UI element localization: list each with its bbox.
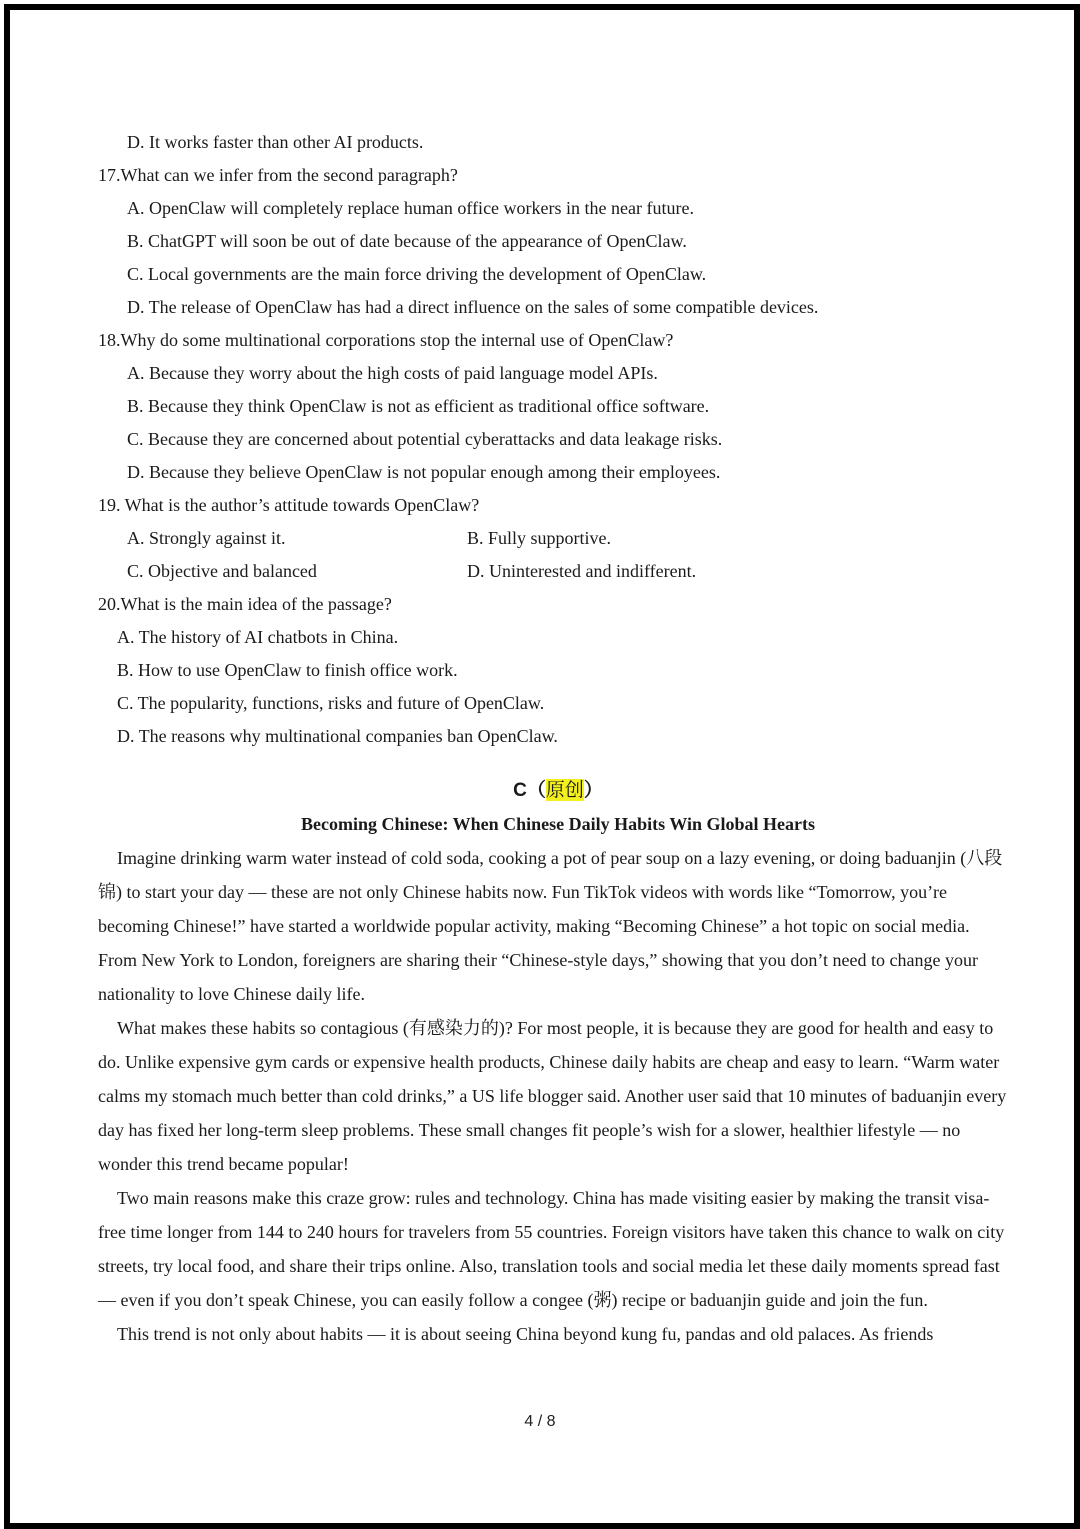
q19-option-d: D. Uninterested and indifferent.	[467, 561, 697, 581]
passage-paragraph-2: What makes these habits so contagious (有感染力的)? For most people, it is because they are good for health and easy to do. Unlike expensive gym cards or expensive health products, Chinese daily habits are cheap and easy to learn. “Warm water calms my stomach much better than cold drinks,” a US life blogger said. Another user said that 10 minutes of baduanjin every day has fixed her long-term sleep problems. These small changes fit people’s wish for a slower, healthier lifestyle — no wonder this trend became popular!	[98, 1018, 1007, 1174]
q18-option-a: A. Because they worry about the high costs of paid language model APIs.	[127, 363, 658, 383]
q18-option-c: C. Because they are concerned about potential cyberattacks and data leakage risks.	[127, 429, 723, 449]
q17-stem: 17.What can we infer from the second paragraph?	[98, 165, 458, 185]
section-letter: C	[513, 780, 527, 801]
original-tag-highlight: 原创	[545, 779, 584, 801]
q16-option-d: D. It works faster than other AI products.	[127, 132, 424, 152]
q19-options-row-2	[98, 555, 1018, 588]
section-heading	[98, 773, 1018, 807]
q17-option-a: A. OpenClaw will completely replace human office workers in the near future.	[127, 198, 694, 218]
q20-option-c: C. The popularity, functions, risks and future of OpenClaw.	[117, 693, 545, 713]
passage-paragraph-4: This trend is not only about habits — it is about seeing China beyond kung fu, pandas and old palaces. As friends	[117, 1324, 934, 1344]
section-open-paren: （	[526, 780, 546, 801]
q19-option-a: A. Strongly against it.	[127, 528, 286, 548]
q17-option-d: D. The release of OpenClaw has had a direct influence on the sales of some compatible devices.	[127, 297, 819, 317]
q19-stem: 19. What is the author’s attitude towards OpenClaw?	[98, 495, 480, 515]
passage-paragraph-3: Two main reasons make this craze grow: rules and technology. China has made visiting easier by making the transit visa-free time longer from 144 to 240 hours for travelers from 55 countries. Foreign visitors have taken this chance to walk on city streets, try local food, and share their trips online. Also, translation tools and social media let these daily moments spread fast — even if you don’t speak Chinese, you can easily follow a congee (粥) recipe or baduanjin guide and join the fun.	[98, 1188, 1005, 1310]
q20-option-b: B. How to use OpenClaw to finish office work.	[117, 660, 458, 680]
q18-stem: 18.Why do some multinational corporations stop the internal use of OpenClaw?	[98, 330, 674, 350]
section-close-paren: ）	[583, 780, 603, 801]
passage-paragraph-1: Imagine drinking warm water instead of cold soda, cooking a pot of pear soup on a lazy evening, or doing baduanjin (八段锦) to start your day — these are not only Chinese habits now. Fun TikTok videos with words like “Tomorrow, you’re becoming Chinese!” have started a worldwide popular activity, making “Becoming Chinese” a hot topic on social media. From New York to London, foreigners are sharing their “Chinese-style days,” showing that you don’t need to change your nationality to love Chinese daily life.	[98, 848, 1003, 1004]
q20-option-d: D. The reasons why multinational companies ban OpenClaw.	[117, 726, 558, 746]
q19-option-b: B. Fully supportive.	[467, 528, 612, 548]
q20-option-a: A. The history of AI chatbots in China.	[117, 627, 399, 647]
q20-stem: 20.What is the main idea of the passage?	[98, 594, 392, 614]
q18-option-d: D. Because they believe OpenClaw is not popular enough among their employees.	[127, 462, 721, 482]
exam-page-content	[98, 126, 1018, 1351]
page-number: 4 / 8	[524, 1413, 556, 1430]
q17-option-c: C. Local governments are the main force driving the development of OpenClaw.	[127, 264, 707, 284]
q18-option-b: B. Because they think OpenClaw is not as efficient as traditional office software.	[127, 396, 710, 416]
passage-title: Becoming Chinese: When Chinese Daily Habits Win Global Hearts	[300, 814, 816, 834]
q19-option-c: C. Objective and balanced	[127, 561, 317, 581]
q19-options-row-1	[98, 522, 1018, 555]
q17-option-b: B. ChatGPT will soon be out of date because of the appearance of OpenClaw.	[127, 231, 687, 251]
